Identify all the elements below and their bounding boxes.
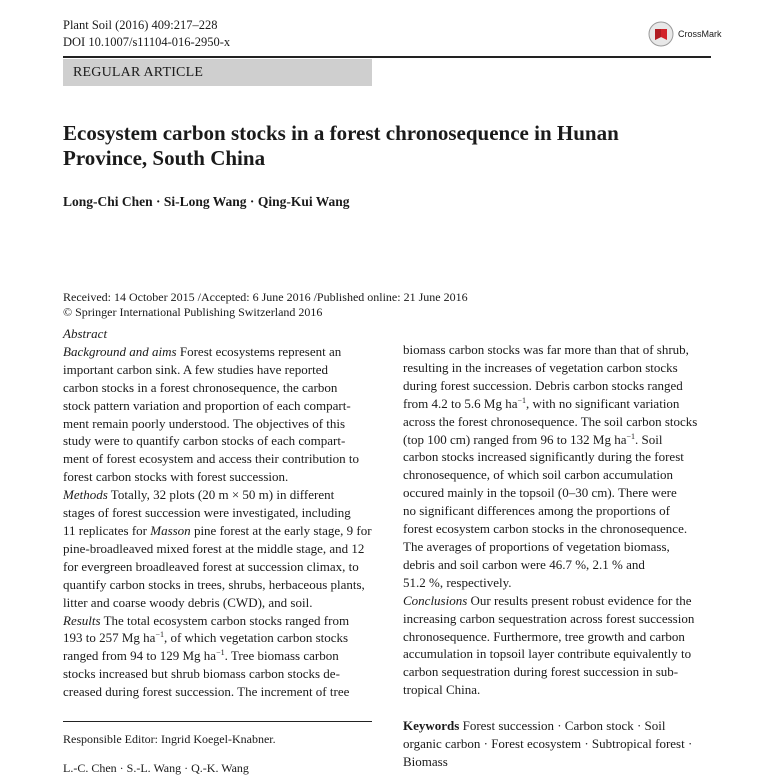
conclusions-label: Conclusions bbox=[403, 592, 468, 608]
crossmark-label: CrossMark bbox=[678, 29, 722, 39]
results-line: across the forest chronosequence. The soil carbon stocks bbox=[403, 413, 698, 429]
authors: Long-Chi Chen · Si-Long Wang · Qing-Kui Wang bbox=[63, 194, 350, 209]
abstract-results bbox=[63, 612, 372, 630]
responsible-editor: Responsible Editor: Ingrid Koegel-Knabner. bbox=[63, 732, 276, 746]
doi[interactable]: DOI 10.1007/s11104-016-2950-x bbox=[63, 35, 231, 49]
background-line: ment of forest ecosystem and access their contribution to bbox=[63, 451, 360, 467]
header-rule bbox=[63, 56, 711, 58]
conclusions-line: increasing carbon sequestration across forest succession bbox=[403, 610, 695, 626]
keywords-line: Biomass bbox=[403, 754, 448, 769]
abstract-background bbox=[63, 343, 372, 361]
superscript: −1 bbox=[517, 395, 526, 405]
results-line bbox=[403, 395, 712, 413]
publication-dates bbox=[63, 290, 468, 320]
results-line bbox=[63, 647, 372, 665]
background-line: ment remain poorly understood. The objectives of this bbox=[63, 415, 346, 431]
methods-line: Totally, 32 plots (20 m × 50 m) in different bbox=[110, 487, 335, 503]
keywords-label: Keywords bbox=[403, 718, 460, 733]
methods-line: for evergreen broadleaved forest at succession climax, to bbox=[63, 558, 359, 574]
results-line: resulting in the increases of vegetation carbon stocks bbox=[403, 359, 678, 375]
superscript: −1 bbox=[216, 648, 225, 658]
results-line: stocks increased but shrub biomass carbon stocks de- bbox=[63, 666, 340, 682]
results-text: , with no significant variation bbox=[525, 395, 680, 411]
background-label: Background and aims bbox=[63, 343, 177, 359]
conclusions-line: accumulation in topsoil layer contribute equivalently to bbox=[403, 646, 692, 662]
abstract-right-column bbox=[403, 341, 712, 699]
title-line-2: Province, South China bbox=[63, 146, 266, 170]
results-line: forest ecosystem carbon stocks in the chronosequence. bbox=[403, 521, 688, 537]
title-line-1: Ecosystem carbon stocks in a forest chronosequence in Hunan bbox=[63, 121, 619, 145]
results-text: from 4.2 to 5.6 Mg ha bbox=[403, 395, 518, 411]
background-line: Forest ecosystems represent an bbox=[179, 343, 342, 359]
results-line: during forest succession. Debris carbon stocks ranged bbox=[403, 377, 683, 393]
article-title bbox=[63, 121, 683, 171]
results-line: The averages of proportions of vegetation biomass, bbox=[403, 538, 670, 554]
conclusions-line: tropical China. bbox=[403, 682, 481, 698]
results-line: 51.2 %, respectively. bbox=[403, 574, 512, 590]
footnote-rule bbox=[63, 721, 372, 722]
conclusions-line: chronosequence. Furthermore, tree growth and carbon bbox=[403, 628, 685, 644]
conclusions-line: Our results present robust evidence for the bbox=[470, 592, 692, 608]
methods-label: Methods bbox=[63, 487, 108, 503]
background-line: forest carbon stocks with forest succession. bbox=[63, 469, 289, 485]
dates-line: Received: 14 October 2015 /Accepted: 6 June 2016 /Published online: 21 June 2016 bbox=[63, 290, 468, 304]
methods-text: 11 replicates for bbox=[63, 522, 147, 538]
results-line: carbon stocks increased significantly during the forest bbox=[403, 449, 684, 465]
results-line: occured mainly in the topsoil (0–30 cm). There were bbox=[403, 485, 677, 501]
methods-line: quantify carbon stocks in trees, shrubs, herbaceous plants, bbox=[63, 576, 365, 592]
superscript: −1 bbox=[155, 630, 164, 640]
results-line: no significant differences among the proportions of bbox=[403, 503, 670, 519]
methods-line bbox=[63, 522, 372, 540]
results-text: . Soil bbox=[635, 431, 663, 447]
keywords-line: organic carbon · Forest ecosystem · Subtropical forest · bbox=[403, 736, 693, 751]
methods-line: litter and coarse woody debris (CWD), and soil. bbox=[63, 594, 313, 610]
results-line bbox=[403, 431, 712, 449]
superscript: −1 bbox=[626, 431, 635, 441]
background-line: important carbon sink. A few studies have reported bbox=[63, 361, 328, 377]
background-line: carbon stocks in a forest chronosequence, the carbon bbox=[63, 379, 338, 395]
conclusions-line: carbon sequestration during forest succession in sub- bbox=[403, 664, 679, 680]
methods-line: pine-broadleaved mixed forest at the middle stage, and 12 bbox=[63, 540, 365, 556]
methods-line: stages of forest succession were investigated, including bbox=[63, 505, 351, 521]
keywords bbox=[403, 717, 712, 771]
journal-header bbox=[63, 17, 230, 51]
crossmark-icon bbox=[648, 21, 674, 47]
results-line: chronosequence, of which soil carbon accumulation bbox=[403, 467, 674, 483]
results-line: debris and soil carbon were 46.7 %, 2.1 % and bbox=[403, 556, 645, 572]
results-line: The total ecosystem carbon stocks ranged from bbox=[103, 612, 350, 628]
methods-text: pine forest at the early stage, 9 for bbox=[193, 522, 372, 538]
masson-italic: Masson bbox=[150, 522, 191, 538]
author-affiliation: L.-C. Chen · S.-L. Wang · Q.-K. Wang bbox=[63, 761, 249, 775]
abstract-conclusions bbox=[403, 592, 712, 610]
section-label: REGULAR ARTICLE bbox=[63, 59, 372, 86]
journal-citation: Plant Soil (2016) 409:217–228 bbox=[63, 18, 218, 32]
results-line: creased during forest succession. The increment of tree bbox=[63, 684, 350, 700]
abstract-left-column bbox=[63, 325, 372, 701]
crossmark-badge[interactable] bbox=[648, 21, 722, 47]
results-text: . Tree biomass carbon bbox=[224, 648, 339, 664]
abstract-methods bbox=[63, 486, 372, 504]
keywords-line bbox=[403, 717, 712, 735]
results-label: Results bbox=[63, 612, 101, 628]
background-line: study were to quantify carbon stocks of each compart- bbox=[63, 433, 346, 449]
abstract-heading: Abstract bbox=[63, 326, 108, 341]
results-text: 193 to 257 Mg ha bbox=[63, 630, 156, 646]
copyright-line: © Springer International Publishing Switzerland 2016 bbox=[63, 305, 323, 319]
results-text: (top 100 cm) ranged from 96 to 132 Mg ha bbox=[403, 431, 627, 447]
results-text: ranged from 94 to 129 Mg ha bbox=[63, 648, 217, 664]
background-line: stock pattern variation and proportion of each compart- bbox=[63, 397, 351, 413]
results-line: biomass carbon stocks was far more than that of shrub, bbox=[403, 342, 689, 357]
keywords-text: Forest succession · Carbon stock · Soil bbox=[462, 718, 666, 733]
results-text: , of which vegetation carbon stocks bbox=[163, 630, 349, 646]
results-line bbox=[63, 629, 372, 647]
